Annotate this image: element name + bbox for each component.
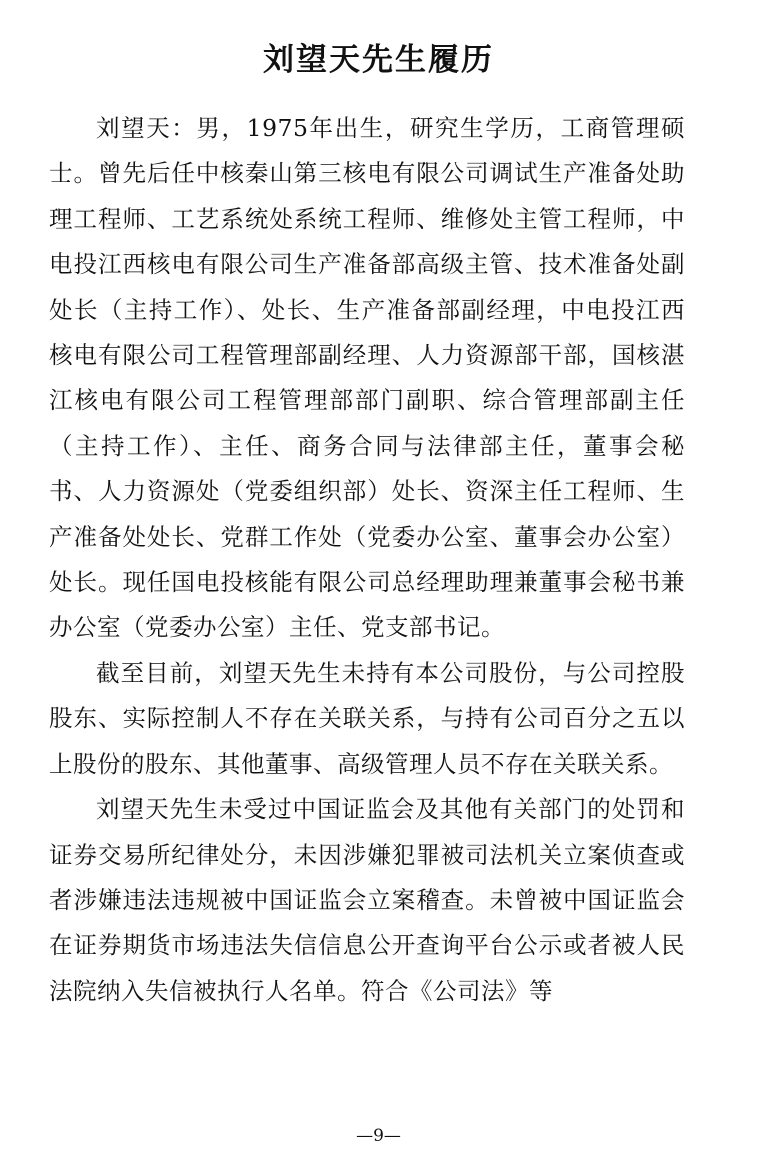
document-body — [49, 106, 685, 1014]
paragraph-resume: 刘望天：男，1975年出生，研究生学历，工商管理硕士。曾先后任中核秦山第三核电有限公司调试生产准备处助理工程师、工艺系统处系统工程师、维修处主管工程师，中电投江西核电有限公司生产准备部高级主管、技术准备处副处长（主持工作）、处长、生产准备部副经理，中电投江西核电有限公司工程管理部副经理、人力资源部干部，国核湛江核电有限公司工程管理部部门副职、综合管理部副主任（主持工作）、主任、商务合同与法律部主任，董事会秘书、人力资源处（党委组织部）处长、资深主任工程师、生产准备处处长、党群工作处（党委办公室、董事会办公室）处长。现任国电投核能有限公司总经理助理兼董事会秘书兼办公室（党委办公室）主任、党支部书记。 — [49, 114, 685, 642]
paragraph-compliance: 刘望天先生未受过中国证监会及其他有关部门的处罚和证券交易所纪律处分，未因涉嫌犯罪被司法机关立案侦查或者涉嫌违法违规被中国证监会立案稽查。未曾被中国证监会在证券期货市场违法失信信息公开查询平台公示或者被人民法院纳入失信被执行人名单。符合《公司法》等 — [49, 795, 685, 1005]
page-number: —9— — [356, 1126, 401, 1146]
page-title: 刘望天先生履历 — [263, 42, 494, 78]
paragraph-shareholding: 截至目前，刘望天先生未持有本公司股份，与公司控股股东、实际控制人不存在关联关系，与持有公司百分之五以上股份的股东、其他董事、高级管理人员不存在关联关系。 — [49, 658, 685, 778]
